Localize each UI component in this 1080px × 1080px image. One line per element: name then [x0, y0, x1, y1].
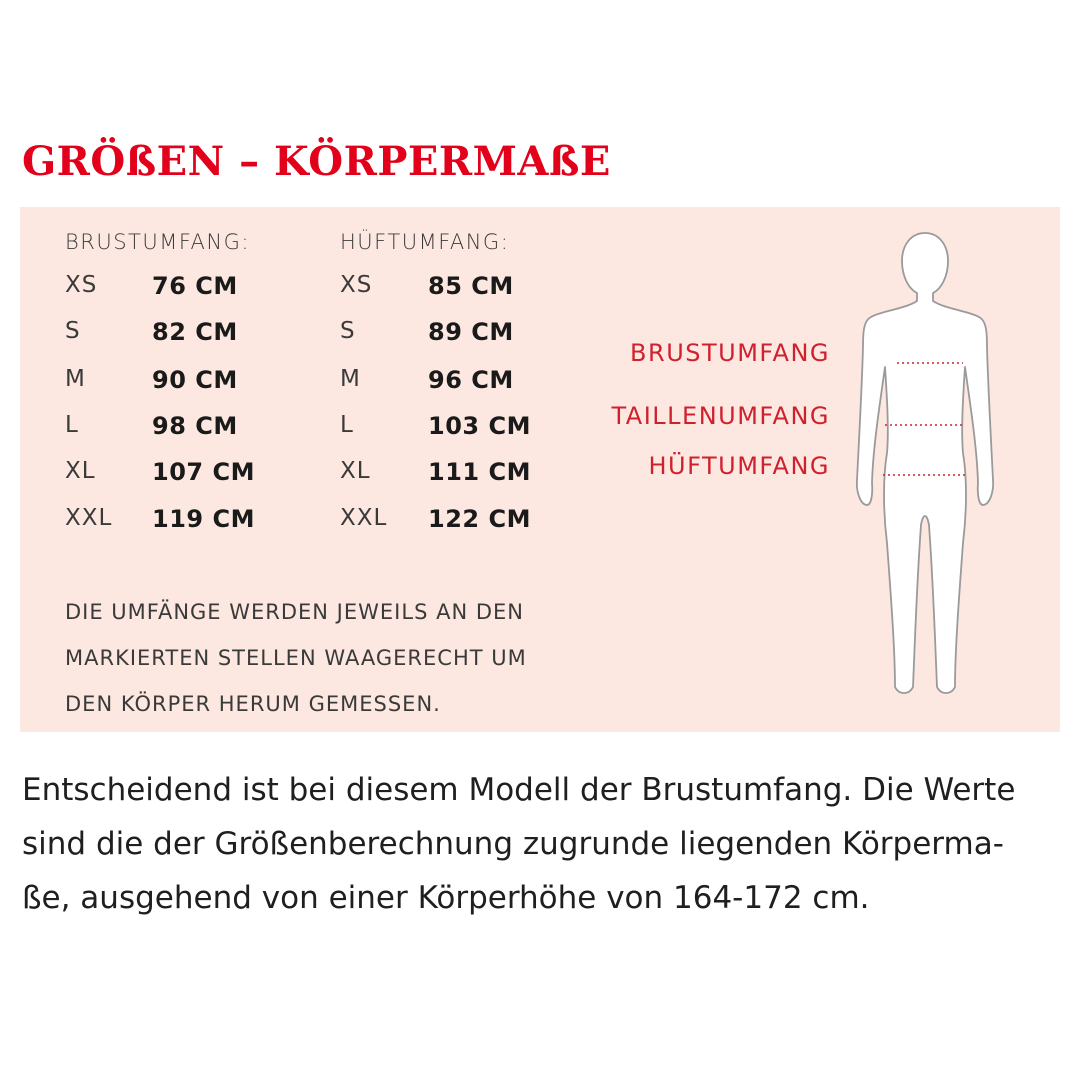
brust-size-value: 119 CM: [152, 505, 255, 533]
huefte-size-value: 103 CM: [428, 412, 531, 440]
note-line: MARKIERTEN STELLEN WAAGERECHT UM: [65, 646, 527, 670]
brust-size-value: 76 CM: [152, 272, 238, 300]
note-line: DIE UMFÄNGE WERDEN JEWEILS AN DEN: [65, 600, 524, 624]
huefte-size-label: L: [340, 412, 354, 438]
huefte-size-value: 85 CM: [428, 272, 514, 300]
brust-size-value: 82 CM: [152, 318, 238, 346]
huefte-size-label: XS: [340, 272, 373, 298]
description-line: ße, ausgehend von einer Körperhöhe von 164-172 cm.: [22, 880, 870, 916]
description-line: Entscheidend ist bei diesem Modell der Brustumfang. Die Werte: [22, 772, 1016, 808]
huefte-size-value: 96 CM: [428, 366, 514, 394]
brust-size-value: 90 CM: [152, 366, 238, 394]
brust-size-label: XL: [65, 458, 96, 484]
brust-size-value: 98 CM: [152, 412, 238, 440]
huefte-header: HÜFTUMFANG:: [340, 230, 510, 254]
description-line: sind die der Größenberechnung zugrunde liegenden Körperma-: [22, 826, 1004, 862]
page-title: GRÖßEN – KÖRPERMAßE: [22, 138, 611, 185]
huefte-size-label: XXL: [340, 505, 388, 531]
huefte-size-label: M: [340, 366, 361, 392]
figure-label-huefte: HÜFTUMFANG: [648, 452, 830, 480]
huefte-size-label: XL: [340, 458, 371, 484]
brust-size-label: XS: [65, 272, 98, 298]
figure-label-taille: TAILLENUMFANG: [611, 402, 830, 430]
brust-header: BRUSTUMFANG:: [65, 230, 250, 254]
note-line: DEN KÖRPER HERUM GEMESSEN.: [65, 692, 441, 716]
huefte-size-value: 89 CM: [428, 318, 514, 346]
brust-size-label: M: [65, 366, 86, 392]
body-figure-icon: [845, 225, 1005, 700]
huefte-size-value: 122 CM: [428, 505, 531, 533]
brust-size-label: XXL: [65, 505, 113, 531]
figure-label-brust: BRUSTUMFANG: [630, 339, 830, 367]
brust-size-label: S: [65, 318, 81, 344]
brust-size-value: 107 CM: [152, 458, 255, 486]
huefte-size-label: S: [340, 318, 356, 344]
huefte-size-value: 111 CM: [428, 458, 531, 486]
brust-size-label: L: [65, 412, 79, 438]
